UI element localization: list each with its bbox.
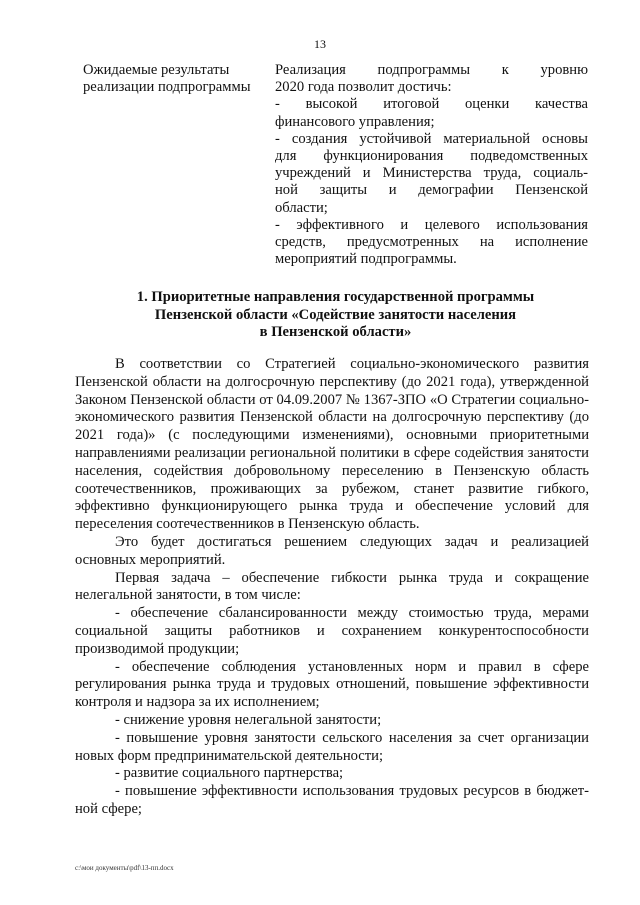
table-line: - эффективного и целевого использования: [275, 216, 588, 233]
paragraph: Это будет достигаться решением следующих задач и реализацией основных мероприятий.: [75, 533, 589, 568]
heading-line: в Пензенской области»: [259, 324, 412, 341]
table-line: для функционирования подведомственных: [275, 148, 588, 165]
table-left-cell: Ожидаемые результаты реализации подпрограммы: [83, 62, 251, 96]
paragraph: - повышение уровня занятости сельского населения за счет организации новых форм предпринимательской деятельности;: [75, 729, 589, 764]
paragraph: Первая задача – обеспечение гибкости рынка труда и сокращение нелегальной занятости, в том числе:: [75, 569, 589, 604]
table-line: - создания устойчивой материальной основы: [275, 130, 588, 147]
table-line: мероприятий подпрограммы.: [275, 251, 457, 268]
paragraph: - развитие социального партнерства;: [115, 765, 344, 782]
body-text: [75, 356, 589, 819]
table-line: Реализация подпрограммы к уровню: [275, 62, 588, 78]
page-number: 13: [314, 37, 326, 51]
table-right-cell: [275, 62, 588, 268]
section-heading: [83, 289, 588, 342]
heading-line: Пензенской области «Содействие занятости населения: [154, 306, 517, 323]
file-path-footer: c:\мои документы\pdf\13-пп.docx: [75, 864, 174, 872]
table-line: средств, предусмотренных на исполнение: [275, 234, 588, 251]
table-line: финансового управления;: [275, 113, 435, 130]
results-table: [83, 62, 588, 268]
paragraph: - повышение эффективности использования трудовых ресурсов в бюджет-ной сфере;: [75, 783, 589, 817]
paragraph: - обеспечение соблюдения установленных норм и правил в сфере регулирования рынка труда и трудовых отношений, повышение эффективности контроля и надзора за их исполнением;: [75, 658, 589, 711]
table-line: ной защиты и демографии Пензенской: [275, 182, 588, 199]
table-line: учреждений и Министерства труда, социаль-: [275, 165, 588, 182]
paragraph: - обеспечение сбалансированности между стоимостью труда, мерами социальной защиты работников и сохранением конкурентоспособности производимой продукции;: [75, 605, 589, 657]
paragraph: - снижение уровня нелегальной занятости;: [115, 711, 382, 728]
paragraph: В соответствии со Стратегией социально-экономического развития Пензенской области на долгосрочную перспективу (до 2021 года), утвержденной Законом Пензенской области от 04.09.2007 № 1367-ЗПО «О Стратегии социально-экономического развития Пензенской области на долгосрочную перспективу (до 2021 года)» (с последующими изменениями), основными приоритетными направлениями реализации региональной политики в сфере содействия занятости населения, содействия добровольному переселению в Пензенскую область соотечественников, проживающих за рубежом, станет развитие гибкого, эффективно функционирующего рынка труда и обеспечение условий для переселения соотечественников в Пензенскую область.: [75, 356, 589, 533]
heading-line: 1. Приоритетные направления государственной программы: [136, 289, 535, 305]
table-line: 2020 года позволит достичь:: [275, 79, 452, 96]
table-line: области;: [275, 199, 328, 216]
table-line: - высокой итоговой оценки качества: [275, 96, 588, 113]
